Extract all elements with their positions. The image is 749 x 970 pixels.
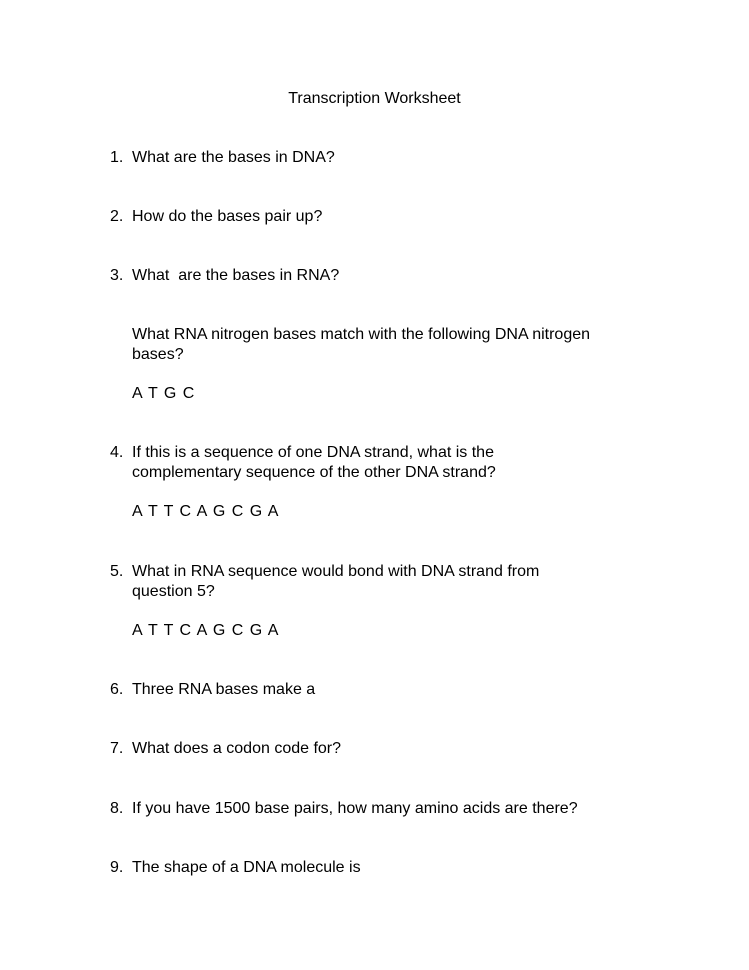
- question-text-line-2: complementary sequence of the other DNA strand?: [132, 464, 496, 481]
- question-number: 2.: [110, 208, 124, 225]
- question-text: What does a codon code for?: [132, 740, 342, 757]
- page-title: Transcription Worksheet: [288, 90, 461, 107]
- question-text: The shape of a DNA molecule is: [132, 859, 361, 876]
- question-3-sub-line-1: What RNA nitrogen bases match with the following DNA nitrogen: [132, 326, 591, 343]
- question-text: Three RNA bases make a: [132, 681, 316, 698]
- question-number: 6.: [110, 681, 124, 698]
- question-text: How do the bases pair up?: [132, 208, 323, 225]
- question-text: If you have 1500 base pairs, how many amino acids are there?: [132, 800, 578, 817]
- question-text: What are the bases in DNA?: [132, 149, 335, 166]
- question-number: 4.: [110, 444, 124, 461]
- question-number: 1.: [110, 149, 124, 166]
- question-number: 8.: [110, 800, 124, 817]
- question-3-sub-line-2: bases?: [132, 346, 184, 363]
- question-text-line-1: What in RNA sequence would bond with DNA strand from: [132, 563, 540, 580]
- question-3-sequence: A T G C: [132, 385, 196, 402]
- question-number: 5.: [110, 563, 124, 580]
- question-5-sequence: A T T C A G C G A: [132, 622, 280, 639]
- question-number: 3.: [110, 267, 124, 284]
- question-number: 7.: [110, 740, 124, 757]
- question-4-sequence: A T T C A G C G A: [132, 503, 280, 520]
- question-number: 9.: [110, 859, 124, 876]
- question-text-line-1: If this is a sequence of one DNA strand, what is the: [132, 444, 494, 461]
- question-text-line-2: question 5?: [132, 583, 215, 600]
- question-text: What are the bases in RNA?: [132, 267, 340, 284]
